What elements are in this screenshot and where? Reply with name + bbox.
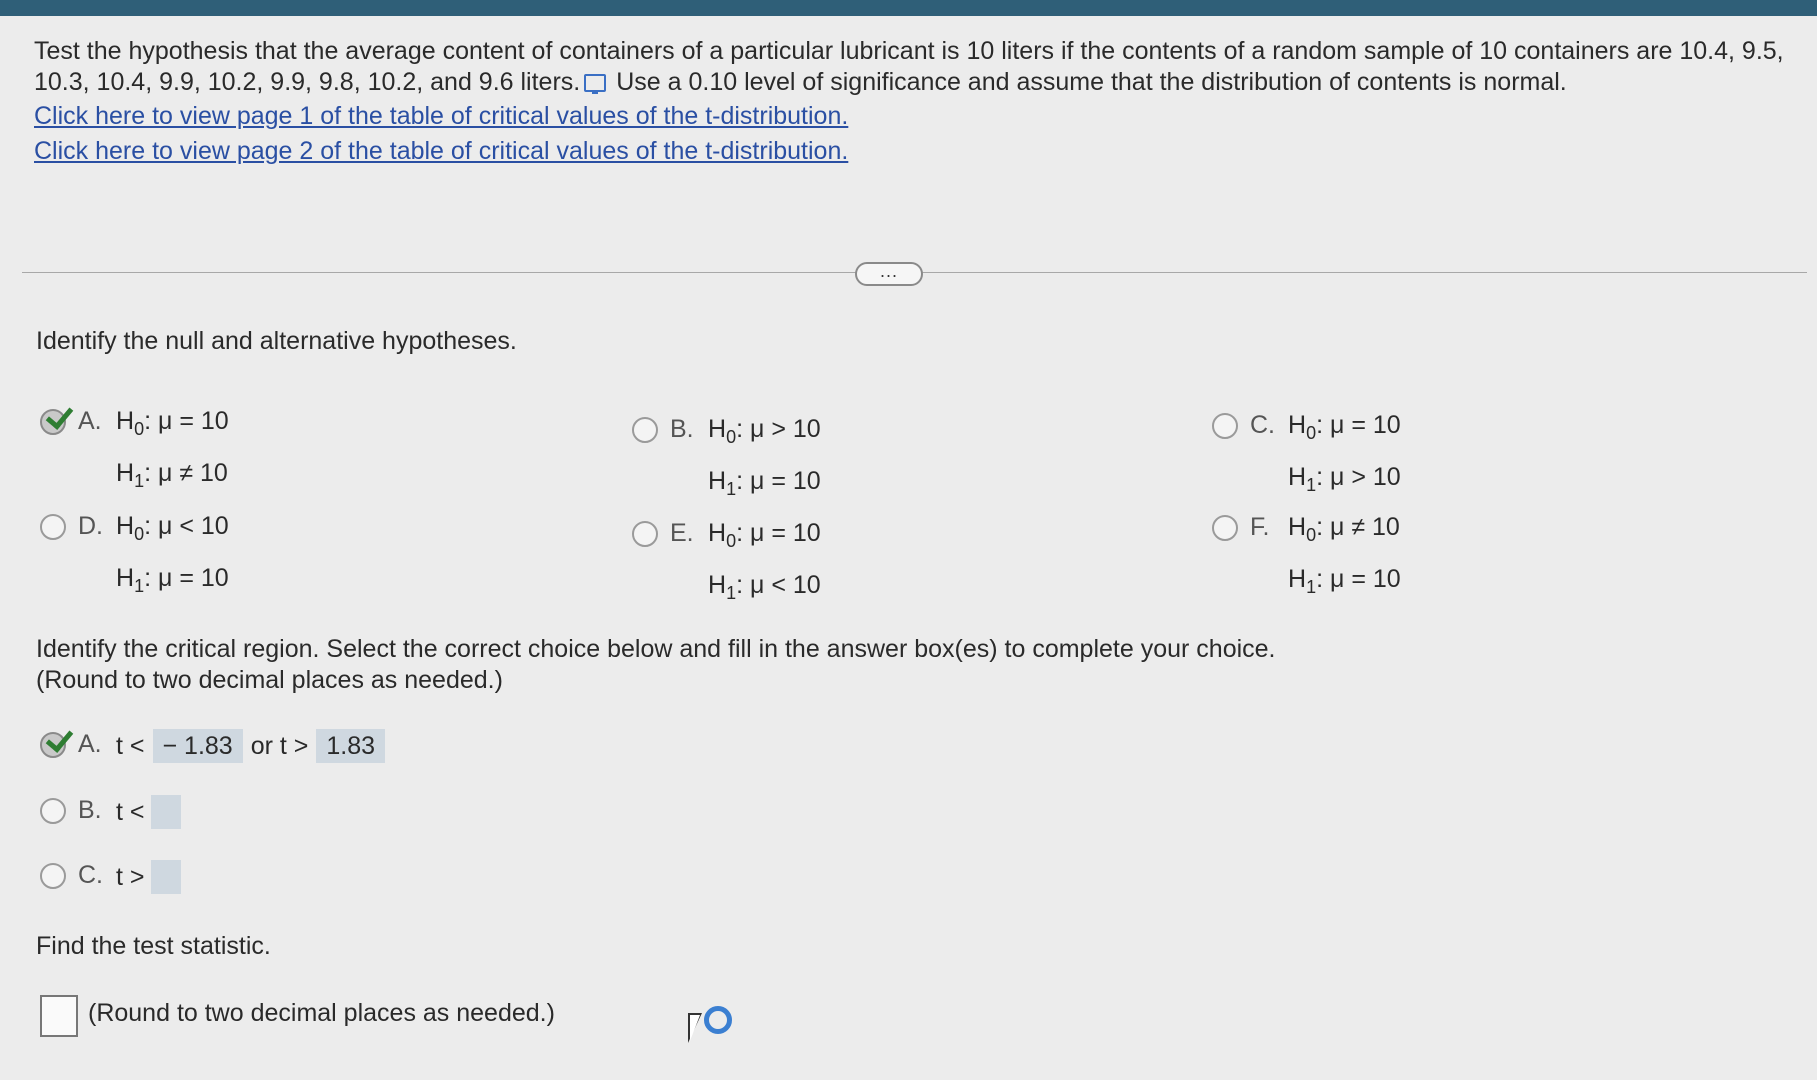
upper-critical-value[interactable]: 1.83 <box>316 729 385 763</box>
mouse-pointer-icon <box>690 1015 700 1041</box>
hypothesis-pair: $H_0$: μ > 10 $H_1$: μ = 10 <box>708 415 821 499</box>
option-letter: C. <box>78 861 103 889</box>
problem-text-2: Use a 0.10 level of significance and assume that the distribution of contents is normal. <box>616 68 1567 96</box>
hypothesis-option-c[interactable] <box>1212 410 1401 507</box>
critical-region-question <box>36 634 1276 696</box>
option-letter: C. <box>1250 411 1275 439</box>
data-copy-icon[interactable] <box>584 74 606 92</box>
correct-check-icon <box>46 401 74 430</box>
radio-c[interactable] <box>1212 413 1238 439</box>
option-letter: F. <box>1250 513 1270 541</box>
test-statistic-input[interactable] <box>40 995 78 1037</box>
rounding-note: (Round to two decimal places as needed.) <box>36 666 503 694</box>
hypothesis-option-a[interactable] <box>40 406 229 503</box>
hypothesis-option-e[interactable] <box>632 518 821 615</box>
critical-answer: t < − 1.83 or t > 1.83 <box>116 729 393 763</box>
radio-cr-b[interactable] <box>40 798 66 824</box>
hypothesis-option-f[interactable] <box>1212 512 1401 609</box>
test-statistic-question: Find the test statistic. <box>36 932 271 960</box>
hypothesis-pair: $H_0$: μ = 10 $H_1$: μ > 10 <box>1288 411 1401 495</box>
option-letter: A. <box>78 730 102 758</box>
option-letter: B. <box>78 796 102 824</box>
rounding-note: (Round to two decimal places as needed.) <box>88 999 555 1027</box>
top-bar <box>0 0 1817 16</box>
critical-option-b[interactable] <box>40 795 181 829</box>
lower-critical-value[interactable]: − 1.83 <box>153 729 243 763</box>
critical-region-prompt: Identify the critical region. Select the correct choice below and fill in the answer box(es) to complete your choice. <box>36 635 1276 663</box>
radio-cr-a[interactable] <box>40 732 66 758</box>
radio-d[interactable] <box>40 514 66 540</box>
option-letter: E. <box>670 519 694 547</box>
radio-b[interactable] <box>632 417 658 443</box>
more-button[interactable]: ... <box>855 262 923 286</box>
hypothesis-pair: $H_0$: μ ≠ 10 $H_1$: μ = 10 <box>1288 513 1401 597</box>
option-letter: D. <box>78 512 103 540</box>
t-table-page2-link[interactable]: Click here to view page 2 of the table of critical values of the t-distribution. <box>34 137 849 165</box>
critical-answer: t < <box>116 795 181 829</box>
radio-cr-c[interactable] <box>40 863 66 889</box>
hypothesis-pair: $H_0$: μ = 10 $H_1$: μ ≠ 10 <box>116 407 229 491</box>
option-letter: A. <box>78 407 102 435</box>
t-table-page1-link[interactable]: Click here to view page 1 of the table of critical values of the t-distribution. <box>34 102 849 130</box>
hypothesis-option-b[interactable] <box>632 414 821 511</box>
hypothesis-pair: $H_0$: μ = 10 $H_1$: μ < 10 <box>708 519 821 603</box>
hypotheses-question: Identify the null and alternative hypotheses. <box>36 327 517 355</box>
radio-f[interactable] <box>1212 515 1238 541</box>
problem-text: Test the hypothesis that the average content of containers of a particular lubricant is 10 liters if the contents of a random sample of 10 containers are 10.4, 9.5, 10.3, 10.4, 9.9, 10.2, 9.9, 9.8, 10.2, and 9.6 liters. <box>34 37 1784 96</box>
loading-cursor-icon <box>704 1006 732 1034</box>
critical-value-input[interactable] <box>151 860 181 894</box>
critical-option-a[interactable] <box>40 729 393 763</box>
correct-check-icon <box>46 724 74 753</box>
option-letter: B. <box>670 415 694 443</box>
critical-value-input[interactable] <box>151 795 181 829</box>
hypothesis-option-d[interactable] <box>40 511 229 608</box>
critical-answer: t > <box>116 860 181 894</box>
problem-statement <box>34 36 1784 167</box>
radio-a[interactable] <box>40 409 66 435</box>
hypothesis-pair: $H_0$: μ < 10 $H_1$: μ = 10 <box>116 512 229 596</box>
critical-option-c[interactable] <box>40 860 181 894</box>
radio-e[interactable] <box>632 521 658 547</box>
